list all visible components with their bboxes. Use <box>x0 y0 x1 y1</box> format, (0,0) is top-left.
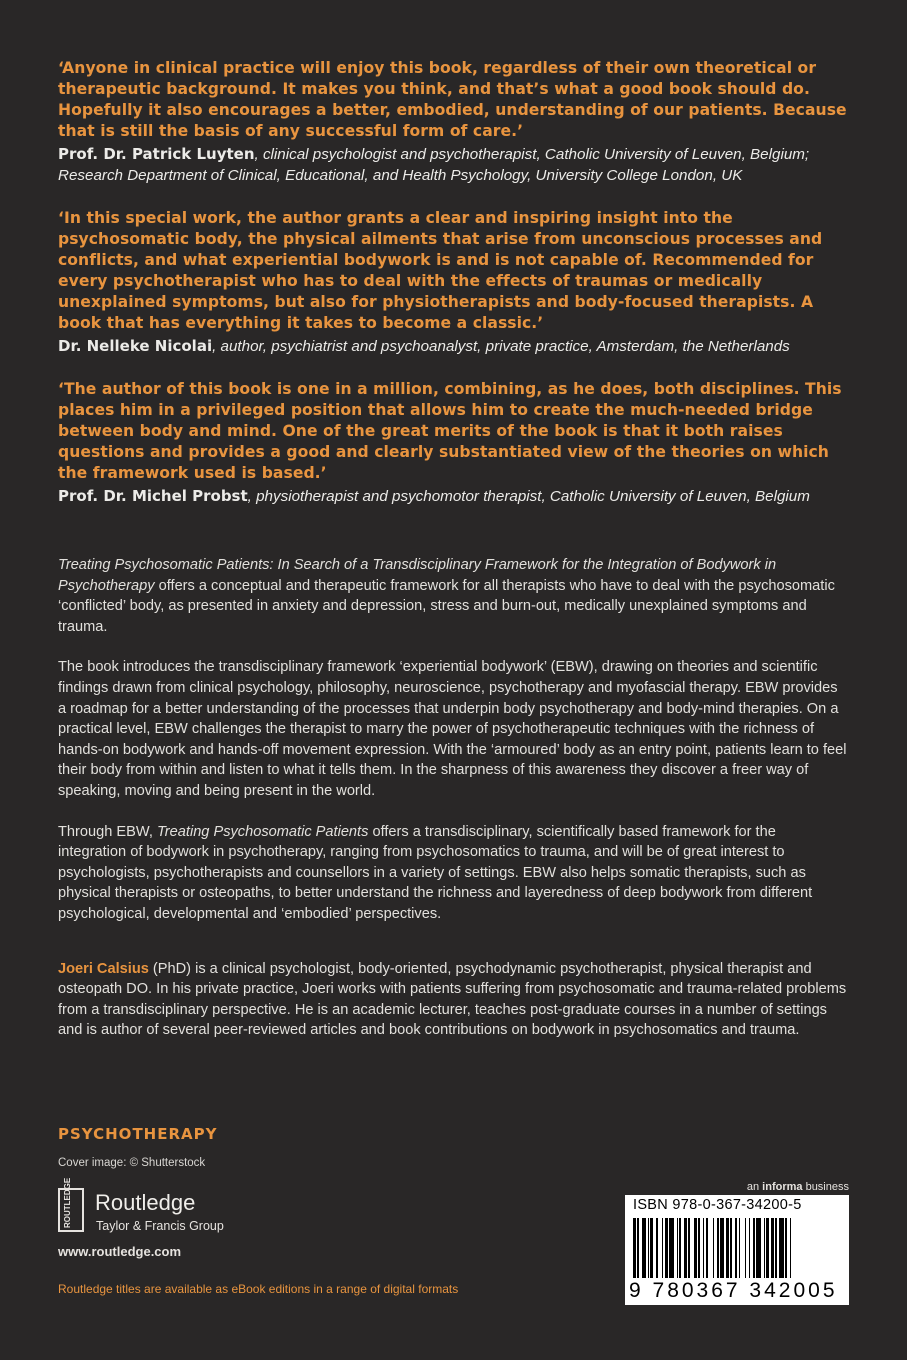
barcode-stripe <box>771 1218 774 1278</box>
barcode-stripe <box>753 1218 754 1278</box>
description-paragraph-1 <box>58 555 848 637</box>
barcode-stripe <box>688 1218 689 1278</box>
barcode-stripe <box>679 1218 680 1278</box>
barcode-stripe <box>717 1218 718 1278</box>
barcode-stripe <box>749 1218 750 1278</box>
endorsement-2 <box>58 208 848 357</box>
endorsement-3 <box>58 379 848 507</box>
author-bio <box>58 959 848 1041</box>
barcode-stripe <box>642 1218 646 1278</box>
publisher-name: Routledge <box>95 1190 196 1215</box>
publisher-group: Taylor & Francis Group <box>96 1219 224 1233</box>
author-name: Joeri Calsius <box>58 960 149 977</box>
barcode-stripe <box>735 1218 738 1278</box>
isbn-barcode <box>625 1195 849 1305</box>
publisher-logo <box>58 1177 258 1238</box>
barcode-digits: 9 780367 342005 <box>629 1279 838 1302</box>
informa-prefix: an <box>746 1181 763 1193</box>
barcode-stripe <box>785 1218 786 1278</box>
barcode-stripe <box>662 1218 663 1278</box>
endorser-name: Prof. Dr. Michel Probst <box>58 487 248 505</box>
routledge-logo-icon <box>58 1177 84 1232</box>
description-paragraph-3 <box>58 822 848 925</box>
endorsement-attribution <box>58 336 848 357</box>
barcode-stripe <box>790 1218 791 1278</box>
barcode-stripe <box>706 1218 709 1278</box>
endorsement-attribution <box>58 144 848 186</box>
description-text: offers a transdisciplinary, scientifically based framework for the integration of bodywork in psychotherapy, ranging from psychosomatics to trauma, and will be of great interest to psychologists, psychotherapists and counsellors in a variety of settings. EBW also helps somatic therapists, such as physical therapists or osteopaths, to better understand the richness and layeredness of deep bodywork from different psychological, developmental and ‘embodied’ perspectives. <box>58 823 813 922</box>
barcode-stripe <box>756 1218 760 1278</box>
barcode-stripe <box>677 1218 678 1278</box>
endorser-name: Prof. Dr. Patrick Luyten <box>58 145 255 163</box>
barcode-stripe <box>766 1218 769 1278</box>
description-text: offers a conceptual and therapeutic framework for all therapists who have to deal with the psychosomatic ‘conflicted’ body, as presented in anxiety and depression, stress and burn-out, medically unexplained symptoms and trauma. <box>58 577 835 635</box>
barcode-icon <box>633 1218 841 1278</box>
book-title: Treating Psychosomatic Patients: In Search of a Transdisciplinary Framework for the Integration of Bodywork in Psychotherapy <box>58 557 777 594</box>
barcode-stripe <box>775 1218 776 1278</box>
barcode-stripe <box>720 1218 724 1278</box>
author-bio-text: (PhD) is a clinical psychologist, body-oriented, psychodynamic psychotherapist, physical therapist and osteopath DO. In his private practice, Joeri works with patients suffering from psychosomatic and trauma-related problems from a transdisciplinary perspective. He is an academic lecturer, teaches post-graduate courses in a number of settings and is author of several peer-reviewed articles and book contributions on bodywork in psychosomatics and trauma. <box>58 960 847 1039</box>
barcode-stripe <box>669 1218 673 1278</box>
barcode-stripe <box>650 1218 653 1278</box>
barcode-stripe <box>684 1218 687 1278</box>
description-paragraph-2: The book introduces the transdisciplinary framework ‘experiential bodywork’ (EBW), drawing on theories and scientific findings drawn from clinical psychology, philosophy, neuroscience, psychotherapy and myofascial therapy. EBW provides a roadmap for a better understanding of the processes that underpin body psychotherapy and body-mind therapies. On a practical level, EBW challenges the therapist to marry the power of psychotherapeutic techniques with the richness of hands-on bodywork and hands-off movement expression. With the ‘armoured’ body as an entry point, patients learn to feel their body from within and listen to what it tells them. In the sharpness of this awareness they discover a freer way of speaking, moving and being present in the world. <box>58 659 847 799</box>
barcode-stripe <box>745 1218 746 1278</box>
barcode-stripe <box>739 1218 740 1278</box>
informa-brand: informa <box>762 1181 803 1193</box>
book-title: Treating Psychosomatic Patients <box>156 823 369 840</box>
barcode-stripe <box>698 1218 699 1278</box>
endorsement-quote: ‘The author of this book is one in a million, combining, as he does, both disciplines. This places him in a privileged position that allows him to create the much-needed bridge between body and mind. One of the great merits of the book is that it both raises questions and provides a good and clearly substantiated view of the theories on which the framework used is based.’ <box>58 380 842 482</box>
endorsement-1 <box>58 58 848 186</box>
barcode-stripe <box>730 1218 731 1278</box>
logo-mark-text: ROUTLEDGE <box>63 1177 72 1228</box>
publisher-website[interactable]: www.routledge.com <box>58 1244 182 1259</box>
barcode-stripe <box>637 1218 638 1278</box>
barcode-stripe <box>764 1218 765 1278</box>
barcode-stripe <box>633 1218 636 1278</box>
barcode-stripe <box>713 1218 714 1278</box>
endorser-name: Dr. Nelleke Nicolai <box>58 337 213 355</box>
barcode-stripe <box>694 1218 697 1278</box>
isbn-number: ISBN 978-0-367-34200-5 <box>633 1197 802 1213</box>
category-label: PSYCHOTHERAPY <box>58 1125 218 1143</box>
endorser-affiliation: , physiotherapist and psychomotor therapist, Catholic University of Leuven, Belgium <box>247 488 810 505</box>
cover-credit: Cover image: © Shutterstock <box>58 1157 206 1169</box>
barcode-stripe <box>703 1218 704 1278</box>
endorsement-quote: ‘In this special work, the author grants a clear and inspiring insight into the psychosomatic body, the physical ailments that arise from unconscious processes and conflicts, and what experiential bodywork is and is not capable of. Recommended for every psychotherapist who has to deal with the effects of traumas or medically unexplained symptoms, but also for physiotherapists and body-focused therapists. A book that has everything it takes to become a classic.’ <box>58 209 823 332</box>
endorsement-quote: ‘Anyone in clinical practice will enjoy this book, regardless of their own theoretical or therapeutic background. It makes you think, and that’s what a good book should do. Hopefully it also encourages a better, embodied, understanding of our patients. Because that is still the basis of any successful form of care.’ <box>58 59 847 140</box>
back-cover-content <box>58 58 848 1061</box>
barcode-stripe <box>648 1218 649 1278</box>
barcode-stripe <box>656 1218 657 1278</box>
barcode-stripe <box>665 1218 668 1278</box>
barcode-stripe <box>779 1218 783 1278</box>
endorser-affiliation: , author, psychiatrist and psychoanalyst, private practice, Amsterdam, the Netherlands <box>212 338 790 355</box>
endorsement-attribution <box>58 486 848 507</box>
barcode-stripe <box>726 1218 729 1278</box>
endorser-affiliation: , clinical psychologist and psychotherapist, Catholic University of Leuven, Belgium; Research Department of Clinical, Educational, and Health Psychology, University College London, UK <box>58 146 810 184</box>
ebook-note: Routledge titles are available as eBook editions in a range of digital formats <box>58 1282 459 1296</box>
informa-suffix: business <box>802 1181 849 1193</box>
description-text: Through EBW, <box>58 823 157 840</box>
informa-tagline <box>747 1181 849 1193</box>
